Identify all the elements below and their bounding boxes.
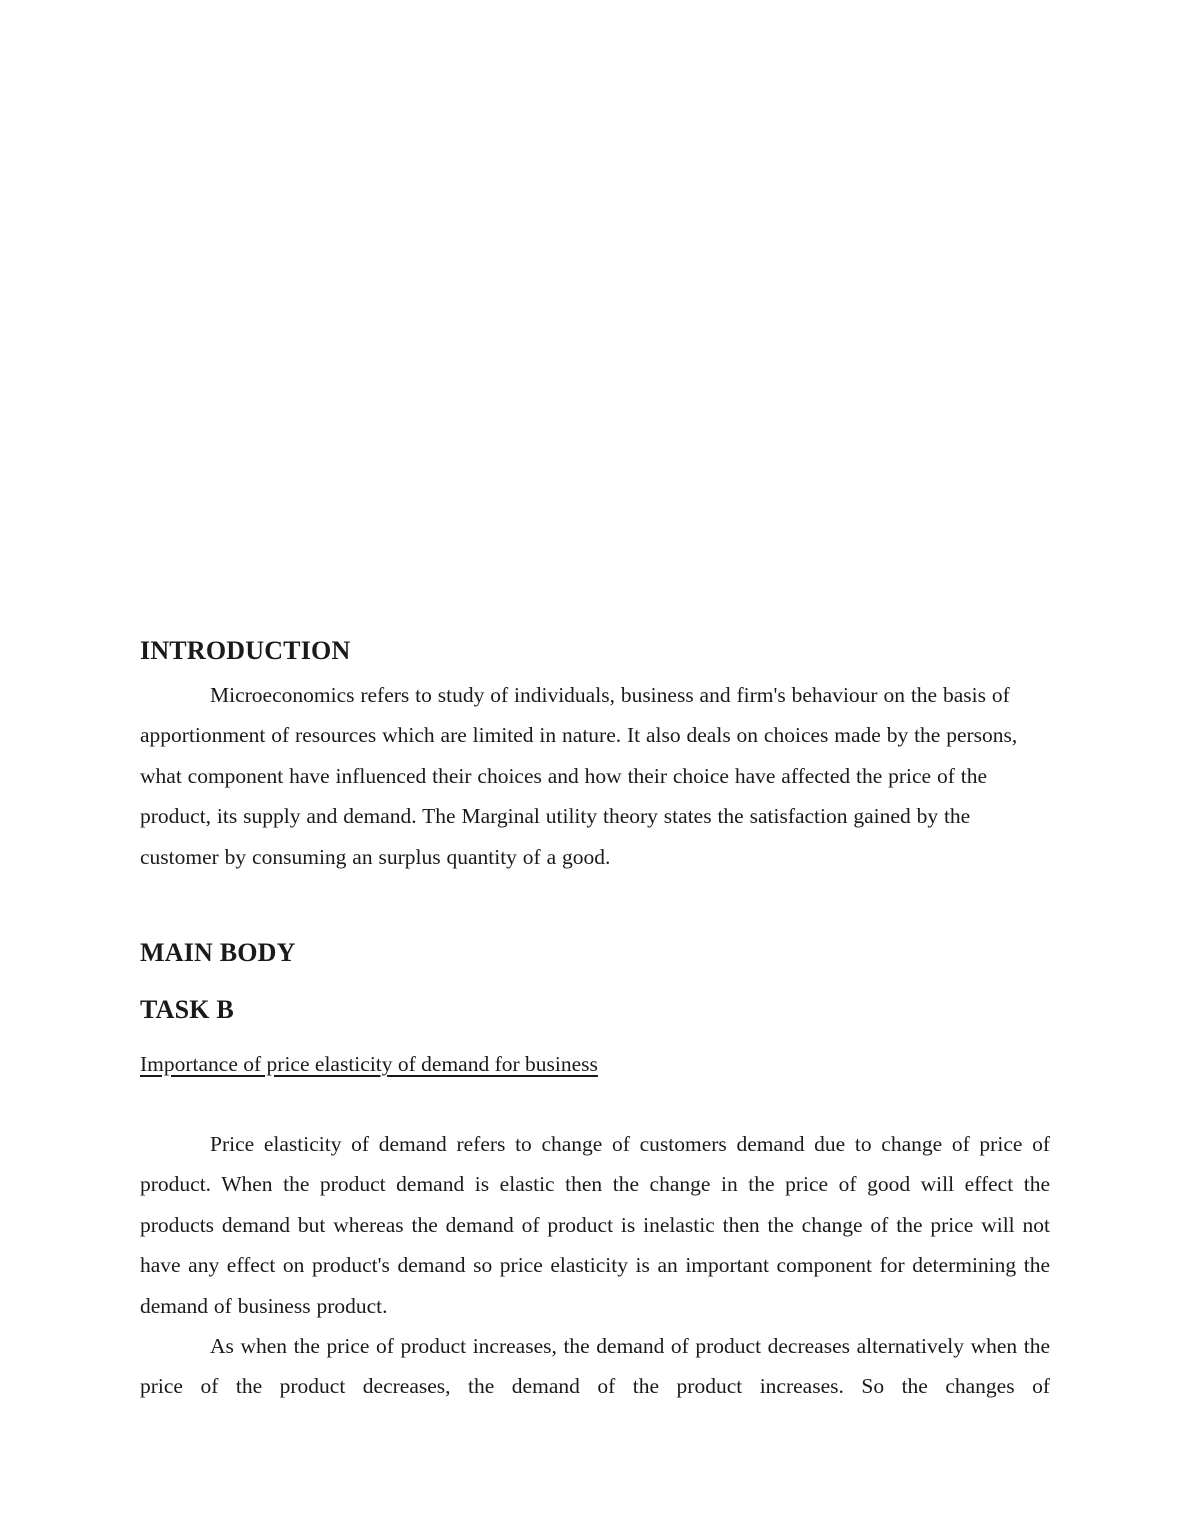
paragraph-price-elasticity: Price elasticity of demand refers to change of customers demand due to change of price of product. When the product demand is elastic then the change in the price of good will effect the products demand but whereas the demand of product is inelastic then the change of the price will not have any effect on product's demand so price elasticity is an important component for determining the demand of business product. [140,1132,1050,1318]
paragraph-introduction: Microeconomics refers to study of individuals, business and firm's behaviour on the basis of apportionment of resources which are limited in nature. It also deals on choices made by the persons, what component have influenced their choices and how their choice have affected the price of the product, its supply and demand. The Marginal utility theory states the satisfaction gained by the customer by consuming an surplus quantity of a good. [140,683,1018,869]
heading-task-b: TASK B [140,995,234,1025]
heading-introduction: INTRODUCTION [140,636,351,665]
subheading-importance-price-elasticity: Importance of price elasticity of demand for business [140,1052,598,1077]
paragraph-price-change: As when the price of product increases, the demand of product decreases alternatively when the price of the product decreases, the demand of the product increases. So the changes of [140,1334,1050,1399]
heading-main-body: MAIN BODY [140,938,296,968]
